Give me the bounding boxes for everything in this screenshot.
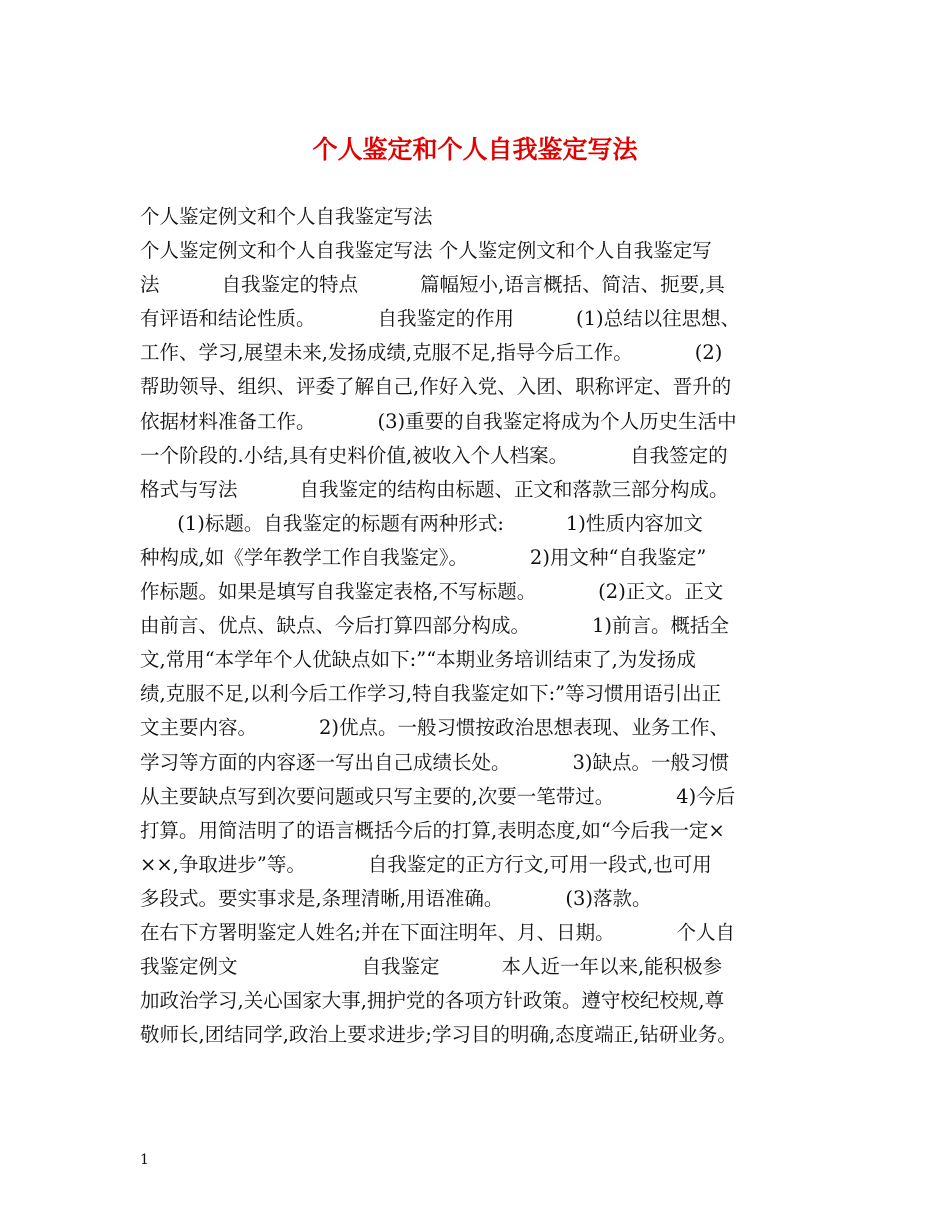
body-line: 格式与写法 自我鉴定的结构由标题、正文和落款三部分构成。 [140,477,729,501]
body-line: 敬师长,团结同学,政治上要求进步;学习目的明确,态度端正,钻研业务。 [140,1023,737,1047]
body-line: 一个阶段的.小结,具有史料价值,被收入个人档案。 自我签定的 [140,443,728,467]
body-line: 工作、学习,展望未来,发扬成绩,克服不足,指导今后工作。 (2) [140,341,723,365]
body-line: 多段式。要实事求是,条理清晰,用语准确。 (3)落款。 [140,886,652,910]
body-line: 帮助领导、组织、评委了解自己,作好入党、入团、职称评定、晋升的 [140,375,732,399]
document-title: 个人鉴定和个人自我鉴定写法 [312,135,638,164]
body-line: ××,争取进步”等。 自我鉴定的正方行文,可用一段式,也可用 [140,852,712,876]
body-line: 加政治学习,关心国家大事,拥护党的各项方针政策。遵守校纪校规,尊 [140,989,725,1013]
body-line: 文,常用“本学年个人优缺点如下:”“本期业务培训结束了,为发扬成 [140,648,696,672]
body-line: 有评语和结论性质。 自我鉴定的作用 (1)总结以往思想、 [140,307,741,331]
body-line: 依据材料准备工作。 (3)重要的自我鉴定将成为个人历史生活中 [140,409,737,433]
document-body [140,200,830,1052]
body-line: 作标题。如果是填写自我鉴定表格,不写标题。 (2)正文。正文 [140,580,724,604]
body-line: 绩,克服不足,以利今后工作学习,特自我鉴定如下:”等习惯用语引出正 [140,682,722,706]
page-number: 1 [140,1152,149,1168]
body-line: 学习等方面的内容逐一写出自己成绩长处。 3)缺点。一般习惯 [140,750,729,774]
body-line: 从主要缺点写到次要问题或只写主要的,次要一笔带过。 4)今后 [140,784,736,808]
body-line: 个人鉴定例文和个人自我鉴定写法 [140,205,433,228]
body-line: 由前言、优点、缺点、今后打算四部分构成。 1)前言。概括全 [140,614,729,638]
body-line: (1)标题。自我鉴定的标题有两种形式: 1)性质内容加文 [140,511,703,535]
body-line: 在右下方署明鉴定人姓名;并在下面注明年、月、日期。 个人自 [140,920,736,944]
body-line: 法 自我鉴定的特点 篇幅短小,语言概括、简洁、扼要,具 [140,273,725,297]
body-line: 个人鉴定例文和个人自我鉴定写法 个人鉴定例文和个人自我鉴定写 [140,239,712,263]
body-line: 打算。用简洁明了的语言概括今后的打算,表明态度,如“今后我一定× [140,818,725,842]
body-line: 文主要内容。 2)优点。一般习惯按政治思想表现、业务工作、 [140,716,729,740]
body-line: 种构成,如《学年教学工作自我鉴定》。 2)用文种“自我鉴定” [140,545,707,569]
body-line: 我鉴定例文 自我鉴定 本人近一年以来,能积极参 [140,955,723,979]
